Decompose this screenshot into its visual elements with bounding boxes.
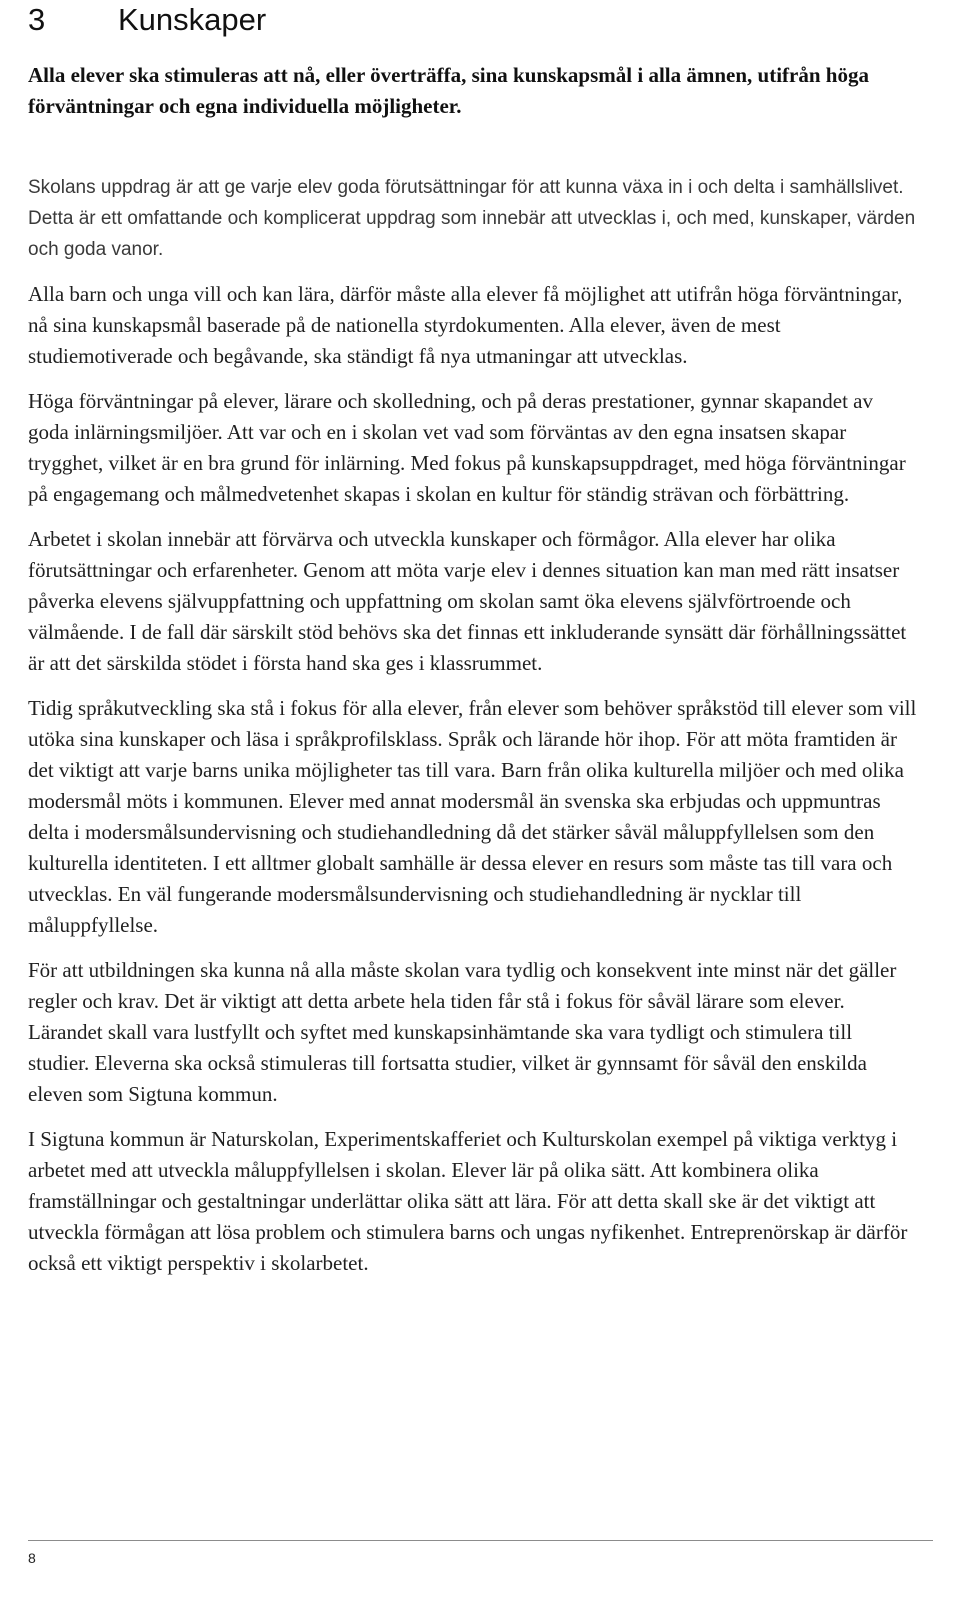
body-paragraph-5: För att utbildningen ska kunna nå alla måste skolan vara tydlig och konsekvent inte minst när det gäller regler och krav. Det är viktigt att detta arbete hela tiden får stå i fokus för såväl lärare som elever. Lärandet skall vara lustfyllt och syftet med kunskapsinhämtande ska vara tydligt och stimulera till studier. Eleverna ska också stimuleras till fortsatta studier, vilket är gynnsamt för såväl den enskilda eleven som Sigtuna kommun. — [28, 958, 897, 1106]
body-paragraph-4: Tidig språkutveckling ska stå i fokus för alla elever, från elever som behöver språkstöd till elever som vill utöka sina kunskaper och läsa i språkprofilsklass. Språk och lärande hör ihop. För att möta framtiden är det viktigt att varje barns unika möjligheter tas till vara. Barn från olika kulturella miljöer och med olika modersmål möts i kommunen. Elever med annat modersmål än svenska ska erbjudas och uppmuntras delta i modersmålsundervisning och studiehandledning då det stärker såväl måluppfyllelsen som den kulturella identiteten. I ett alltmer globalt samhälle är dessa elever en resurs som måste tas till vara och utvecklas. En väl fungerande modersmålsundervisning och studiehandledning är nycklar till måluppfyllelse. — [28, 696, 917, 937]
intro-paragraph: Skolans uppdrag är att ge varje elev goda förutsättningar för att kunna växa in i och delta i samhällslivet. Detta är ett omfattande och komplicerat uppdrag som innebär att utvecklas i, och med, kunskaper, värden och goda vanor. — [28, 177, 916, 260]
section-heading — [28, 0, 918, 38]
lead-paragraph: Alla elever ska stimuleras att nå, eller överträffa, sina kunskapsmål i alla ämnen, utifrån höga förväntningar och egna individuella möjligheter. — [28, 63, 869, 118]
body-paragraph-1: Alla barn och unga vill och kan lära, därför måste alla elever få möjlighet att utifrån höga förväntningar, nå sina kunskapsmål baserade på de nationella styrdokumenten. Alla elever, även de mest studiemotiverade och begåvande, ska ständigt få nya utmaningar att utvecklas. — [28, 282, 903, 368]
section-title: Kunskaper — [118, 2, 267, 37]
section-number: 3 — [28, 2, 46, 37]
body-paragraph-6: I Sigtuna kommun är Naturskolan, Experimentskafferiet och Kulturskolan exempel på viktiga verktyg i arbetet med att utveckla måluppfyllelsen i skolan. Elever lär på olika sätt. Att kombinera olika framställningar och gestaltningar underlättar olika sätt att lära. För att detta skall ske är det viktigt att utveckla förmågan att lösa problem och stimulera barns och ungas nyfikenhet. Entreprenörskap är därför också ett viktigt perspektiv i skolarbetet. — [28, 1127, 908, 1275]
body-paragraph-2: Höga förväntningar på elever, lärare och skolledning, och på deras prestationer, gynnar skapandet av goda inlärningsmiljöer. Att var och en i skolan vet vad som förväntas av den egna insatsen skapar trygghet, vilket är en bra grund för inlärning. Med fokus på kunskapsuppdraget, med höga förväntningar på engagemang och målmedvetenhet skapas i skolan en kultur för ständig strävan och förbättring. — [28, 389, 906, 506]
page-number: 8 — [28, 1550, 36, 1566]
document-page — [28, 0, 918, 1279]
footer-divider — [28, 1540, 933, 1541]
body-paragraph-3: Arbetet i skolan innebär att förvärva och utveckla kunskaper och förmågor. Alla elever har olika förutsättningar och erfarenheter. Genom att möta varje elev i dennes situation kan man med rätt insatser påverka elevens självuppfattning och uppfattning om skolan samt öka elevens självförtroende och välmående. I de fall där särskilt stöd behövs ska det finnas ett inkluderande synsätt där förhållningssättet är att det särskilda stödet i första hand ska ges i klassrummet. — [28, 527, 907, 675]
